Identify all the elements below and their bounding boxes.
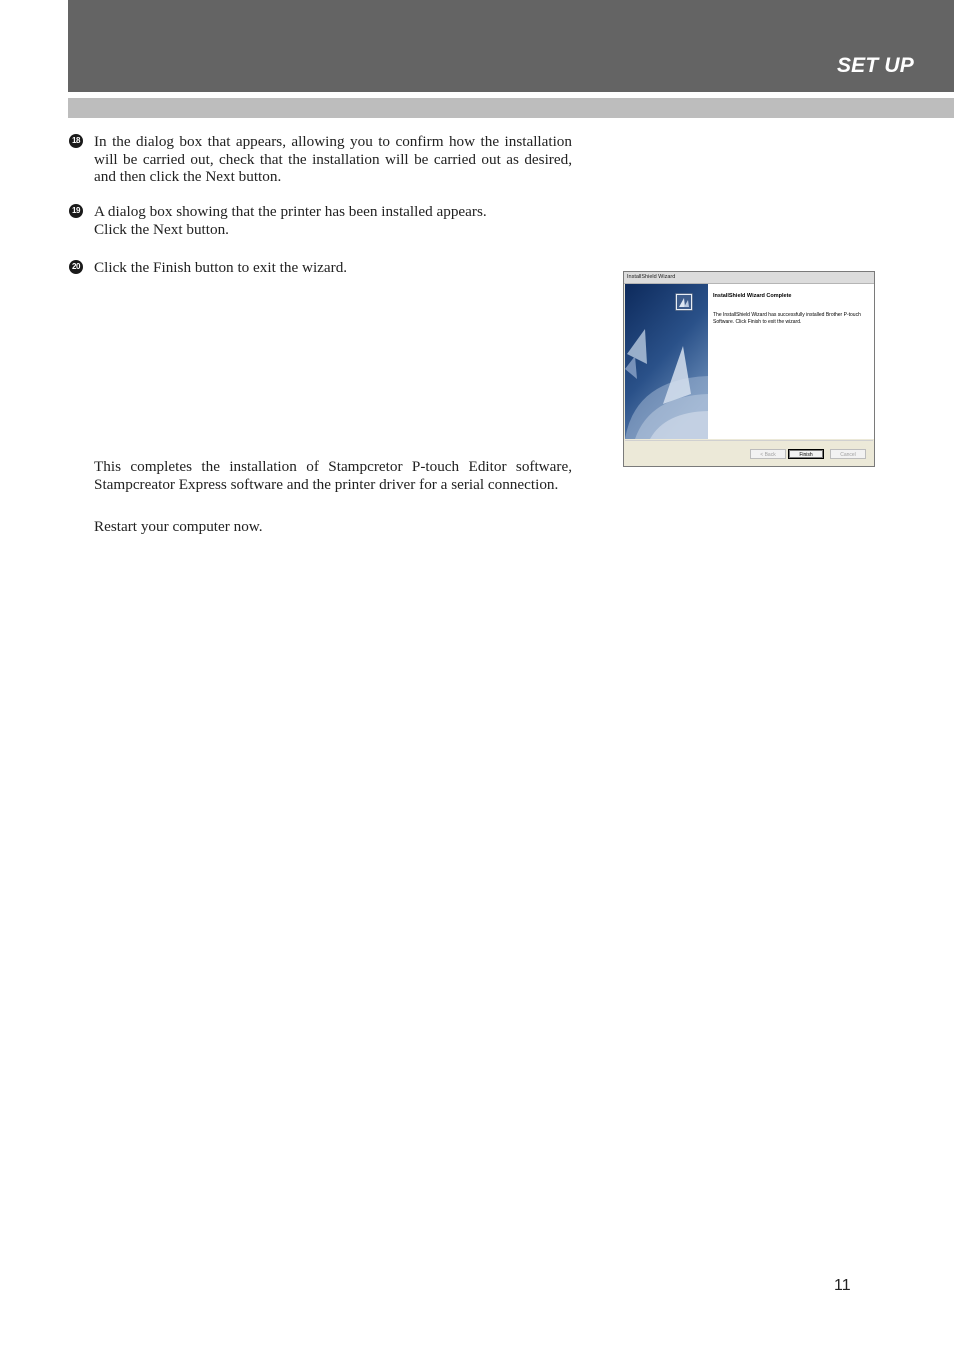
step-number: 20 [69, 260, 83, 274]
back-button[interactable]: < Back [750, 449, 786, 459]
step-number: 18 [69, 134, 83, 148]
page-number: 11 [834, 1277, 851, 1294]
step-text: In the dialog box that appears, allowing you to confirm how the installation will be carried out, check that the installation will be carried out as desired, and then click the Next button. [94, 133, 572, 186]
dialog-body-text: The InstallShield Wizard has successfully installed Brother P-touch Software. Click Finish to exit the wizard. [713, 312, 861, 325]
installshield-dialog [623, 271, 875, 467]
step-19 [69, 203, 572, 238]
header-bar [68, 0, 954, 92]
step-number: 19 [69, 204, 83, 218]
dialog-footer [625, 440, 873, 467]
dialog-content [708, 284, 874, 439]
dialog-titlebar: InstallShield Wizard [624, 272, 874, 284]
dialog-side-graphic [625, 284, 708, 439]
dialog-heading: InstallShield Wizard Complete [713, 293, 792, 299]
step-18 [69, 133, 572, 186]
restart-instruction: Restart your computer now. [94, 518, 263, 535]
cancel-button[interactable]: Cancel [830, 449, 866, 459]
sub-header-bar [68, 98, 954, 118]
step-line: A dialog box showing that the printer has been installed appears. [94, 203, 487, 220]
step-text [94, 203, 572, 238]
section-title: SET UP [836, 54, 914, 77]
completion-paragraph: This completes the installation of Stampcretor P-touch Editor software, Stampcreator Express software and the printer driver for a serial connection. [94, 458, 572, 493]
step-text: Click the Finish button to exit the wizard. [94, 259, 348, 276]
finish-button[interactable]: Finish [788, 449, 824, 459]
step-line: Click the Next button. [94, 220, 229, 238]
step-20 [69, 259, 572, 277]
computer-icon [675, 293, 693, 311]
wizard-banner-graphic [625, 284, 708, 439]
